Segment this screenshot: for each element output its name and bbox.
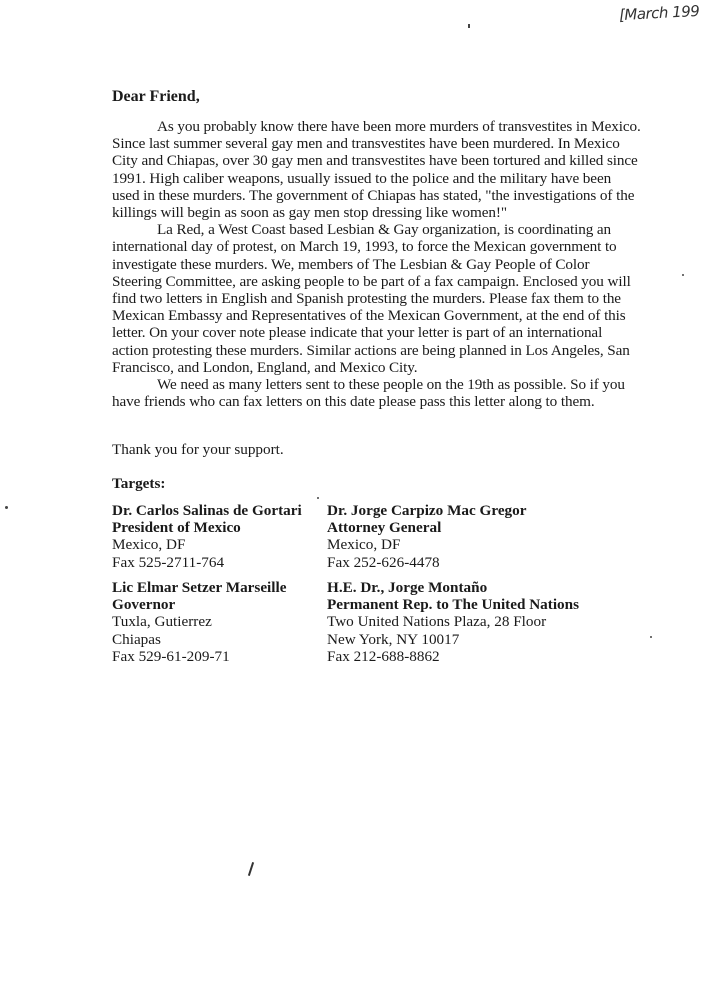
target-title: President of Mexico xyxy=(112,519,241,537)
target-address: Mexico, DF xyxy=(112,536,186,554)
handwritten-date-note: [March 199 xyxy=(618,1,700,25)
scan-speck xyxy=(317,497,319,499)
paragraph-3: We need as many letters sent to these people on the 19th as possible. So if you have friends who can fax letters on this date please pass this letter along to them. xyxy=(112,376,625,411)
target-fax: Fax 212-688-8862 xyxy=(327,647,440,665)
target-setzer xyxy=(112,579,286,665)
target-salinas xyxy=(112,502,302,571)
target-title: Permanent Rep. to The United Nations xyxy=(327,596,579,614)
target-name: H.E. Dr., Jorge Montaño xyxy=(327,579,488,596)
scan-speck xyxy=(5,506,8,509)
target-carpizo xyxy=(327,502,526,571)
target-title: Attorney General xyxy=(327,519,442,537)
scan-speck xyxy=(650,636,652,638)
target-city: New York, NY 10017 xyxy=(327,630,460,648)
letter-body xyxy=(112,118,642,410)
target-name: Lic Elmar Setzer Marseille xyxy=(112,579,287,596)
target-title: Governor xyxy=(112,596,176,614)
salutation: Dear Friend, xyxy=(112,88,200,105)
target-fax: Fax 525-2711-764 xyxy=(112,553,225,571)
scan-speck xyxy=(682,274,684,276)
target-city: Tuxla, Gutierrez xyxy=(112,613,212,631)
scan-mark xyxy=(468,24,470,28)
target-address: Mexico, DF xyxy=(327,536,401,554)
pen-stroke-mark xyxy=(248,862,254,876)
paragraph-1: As you probably know there have been more murders of transvestites in Mexico. Since last summer several gay men and transvestites have been murdered. In Mexico City and Chiapas, over 30 gay men and transvestites have been tortured and killed since 1991. High caliber weapons, usually issued to the police and the military have been used in these murders. The government of Chiapas has stated, "the investigations of the killings will begin as soon as gay men stop dressing like women!" xyxy=(112,118,641,222)
targets-heading: Targets: xyxy=(112,475,166,492)
target-address: Two United Nations Plaza, 28 Floor xyxy=(327,613,547,631)
paragraph-2: La Red, a West Coast based Lesbian & Gay organization, is coordinating an international day of protest, on March 19, 1993, to force the Mexican government to investigate these murders. We, members of The Lesbian & Gay People of Color Steering Committee, are asking people to be part of a fax campaign. Enclosed you will find two letters in English and Spanish protesting the murders. Please fax them to the Mexican Embassy and Representatives of the Mexican Government, at the end of this letter. On your cover note please indicate that your letter is part of an international action protesting these murders. Similar actions are being planned in Los Angeles, San Francisco, and London, England, and Mexico City. xyxy=(112,221,631,376)
target-fax: Fax 529-61-209-71 xyxy=(112,647,230,665)
target-name: Dr. Carlos Salinas de Gortari xyxy=(112,502,302,519)
target-name: Dr. Jorge Carpizo Mac Gregor xyxy=(327,502,527,519)
closing-line: Thank you for your support. xyxy=(112,441,284,458)
target-montano xyxy=(327,579,579,665)
target-state: Chiapas xyxy=(112,630,161,648)
target-fax: Fax 252-626-4478 xyxy=(327,553,440,571)
